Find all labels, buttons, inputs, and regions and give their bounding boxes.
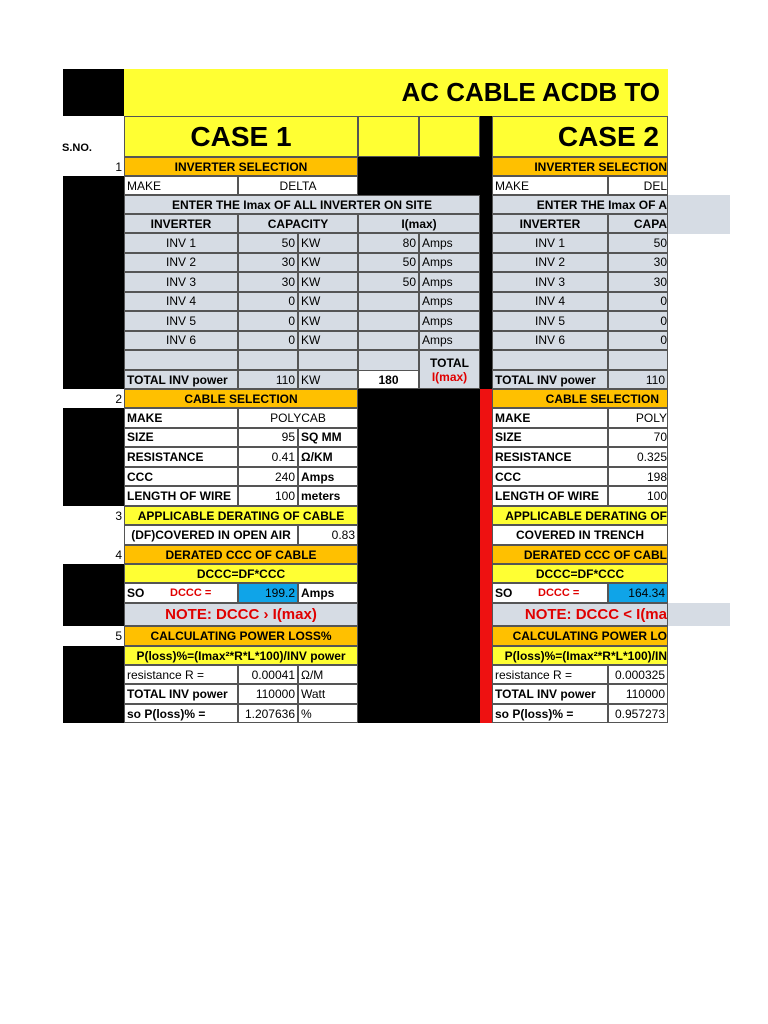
case1-total-imax-value: 180 — [358, 370, 419, 389]
case1-header-empty-1 — [358, 116, 419, 157]
case2-spacer-1 — [492, 350, 608, 370]
case1-inverter-capacity-unit: KW — [298, 331, 358, 351]
case1-resistance-value: 0.00041 — [238, 665, 298, 684]
case1-cable-unit: Ω/KM — [298, 447, 358, 467]
case2-total-inv-power-label: TOTAL INV power — [492, 370, 608, 389]
case1-inverter-imax[interactable]: 80 — [358, 233, 419, 253]
case1-inverter-name: INV 2 — [124, 253, 238, 273]
case1-total-power-label: TOTAL INV power — [124, 684, 238, 704]
case1-cable-label: SIZE — [124, 428, 238, 448]
case1-dccc-unit: Amps — [298, 583, 358, 603]
case2-dccc-value: 164.34 — [608, 583, 668, 603]
middle-black-block-1 — [358, 157, 480, 195]
case1-power-loss-title: CALCULATING POWER LOSS% — [124, 626, 358, 646]
case1-header-capacity: CAPACITY — [238, 214, 358, 233]
case2-inverter-capacity[interactable]: 30 — [608, 253, 668, 273]
case-separator — [480, 157, 492, 389]
case1-cable-label: LENGTH OF WIRE — [124, 486, 238, 506]
case1-dccc-label: DCCC = — [170, 587, 212, 599]
case1-inverter-capacity[interactable]: 50 — [238, 233, 298, 253]
header-black-block — [63, 69, 124, 116]
case1-inverter-imax-unit: Amps — [419, 331, 480, 351]
case1-total-inv-power-label: TOTAL INV power — [124, 370, 238, 389]
section-number-3: 3 — [115, 508, 122, 523]
case2-cable-label: CCC — [492, 467, 608, 487]
case1-inverter-capacity-unit: KW — [298, 292, 358, 312]
case1-inverter-capacity[interactable]: 30 — [238, 272, 298, 292]
case1-inverter-imax[interactable] — [358, 292, 419, 312]
case1-resistance-label: resistance R = — [124, 665, 238, 684]
case2-derating-title: APPLICABLE DERATING OF — [492, 506, 668, 525]
case1-derated-title: DERATED CCC OF CABLE — [124, 545, 358, 564]
case-separator-red — [480, 389, 492, 723]
case2-cable-label: RESISTANCE — [492, 447, 608, 467]
case2-inverter-capacity[interactable]: 0 — [608, 292, 668, 312]
case1-make-value[interactable]: DELTA — [238, 176, 358, 195]
case1-inverter-capacity-unit: KW — [298, 253, 358, 273]
case1-inverter-capacity-unit: KW — [298, 311, 358, 331]
case1-inverter-imax-unit: Amps — [419, 292, 480, 312]
case1-cable-value[interactable]: 240 — [238, 467, 298, 487]
case1-imax-prompt: ENTER THE Imax OF ALL INVERTER ON SITE — [124, 195, 480, 214]
case1-inverter-capacity[interactable]: 0 — [238, 331, 298, 351]
case2-inverter-name: INV 1 — [492, 233, 608, 253]
case1-inverter-imax-unit: Amps — [419, 233, 480, 253]
case1-total-power-unit: Watt — [298, 684, 358, 704]
case1-cable-value[interactable]: 0.41 — [238, 447, 298, 467]
left-black-column-3 — [63, 564, 124, 626]
case1-cable-label: CCC — [124, 467, 238, 487]
case2-cable-value[interactable]: 70 — [608, 428, 668, 448]
case1-derating-value[interactable]: 0.83 — [298, 525, 358, 545]
case1-total-inv-power-value: 110 — [238, 370, 298, 389]
case2-dccc-label: DCCC = — [538, 587, 580, 599]
case2-imax-prompt: ENTER THE Imax OF A — [492, 195, 668, 214]
case2-inverter-selection-title: INVERTER SELECTION — [492, 157, 668, 176]
case2-cable-label: LENGTH OF WIRE — [492, 486, 608, 506]
case2-cable-label: MAKE — [492, 408, 608, 428]
case2-header-inverter: INVERTER — [492, 214, 608, 233]
case1-inverter-imax-unit: Amps — [419, 253, 480, 273]
case2-cable-value[interactable]: 100 — [608, 486, 668, 506]
case2-inverter-capacity[interactable]: 50 — [608, 233, 668, 253]
case2-so-label: SO — [492, 583, 608, 603]
case1-cable-label: RESISTANCE — [124, 447, 238, 467]
case2-cable-value[interactable]: 198 — [608, 467, 668, 487]
case1-power-loss-formula: P(loss)%=(Imax²*R*L*100)/INV power — [124, 646, 358, 665]
case1-cable-value[interactable]: 95 — [238, 428, 298, 448]
case2-resistance-value: 0.000325 — [608, 665, 668, 684]
case1-cable-unit: SQ MM — [298, 428, 358, 448]
case1-ploss-label: so P(loss)% = — [124, 704, 238, 723]
case1-cable-label: MAKE — [124, 408, 238, 428]
left-black-column-4 — [63, 646, 124, 723]
case2-total-inv-power-value: 110 — [608, 370, 668, 389]
section-number-2: 2 — [115, 391, 122, 406]
case2-inverter-capacity[interactable]: 0 — [608, 311, 668, 331]
case1-inverter-name: INV 6 — [124, 331, 238, 351]
case2-label: CASE 2 — [492, 116, 668, 157]
case1-imax-label: I(max) — [431, 369, 468, 384]
case2-derated-title: DERATED CCC OF CABL — [492, 545, 668, 564]
case2-dccc-formula: DCCC=DF*CCC — [492, 564, 668, 583]
case1-inverter-name: INV 1 — [124, 233, 238, 253]
case2-derating-label: COVERED IN TRENCH — [492, 525, 668, 545]
case1-so-label: SO — [124, 583, 238, 603]
case2-ploss-value: 0.957273 — [608, 704, 668, 723]
case1-inverter-capacity[interactable]: 0 — [238, 292, 298, 312]
case1-ploss-unit: % — [298, 704, 358, 723]
left-black-column-1 — [63, 176, 124, 389]
case1-total-power-value: 110000 — [238, 684, 298, 704]
case1-inverter-imax[interactable]: 50 — [358, 253, 419, 273]
case1-inverter-imax[interactable] — [358, 311, 419, 331]
case1-spacer-3 — [298, 350, 358, 370]
case2-note-overflow — [668, 603, 730, 626]
case1-inverter-imax[interactable] — [358, 331, 419, 351]
case1-derating-label: (DF)COVERED IN OPEN AIR — [124, 525, 298, 545]
case1-cable-value[interactable]: 100 — [238, 486, 298, 506]
case1-resistance-unit: Ω/M — [298, 665, 358, 684]
case1-inverter-name: INV 3 — [124, 272, 238, 292]
case1-inverter-selection-title: INVERTER SELECTION — [124, 157, 358, 176]
case2-prompt-overflow — [668, 195, 730, 234]
case1-total-label: TOTAL — [430, 355, 469, 370]
case1-spacer-1 — [124, 350, 238, 370]
case1-dccc-value: 199.2 — [238, 583, 298, 603]
case2-cable-value[interactable]: 0.325 — [608, 447, 668, 467]
case1-header-empty-2 — [419, 116, 480, 157]
case2-inverter-name: INV 4 — [492, 292, 608, 312]
section-number-1: 1 — [115, 159, 122, 174]
case-separator-top — [480, 116, 492, 157]
case2-inverter-name: INV 6 — [492, 331, 608, 351]
page-title: AC CABLE ACDB TO — [124, 69, 668, 116]
case1-total-cell — [419, 350, 480, 389]
case1-inverter-name: INV 4 — [124, 292, 238, 312]
case2-inverter-name: INV 2 — [492, 253, 608, 273]
case1-inverter-capacity-unit: KW — [298, 272, 358, 292]
case2-inverter-capacity[interactable]: 0 — [608, 331, 668, 351]
case1-ploss-value: 1.207636 — [238, 704, 298, 723]
case2-ploss-label: so P(loss)% = — [492, 704, 608, 723]
case2-cable-selection-title: CABLE SELECTION — [492, 389, 668, 408]
case2-power-loss-formula: P(loss)%=(Imax²*R*L*100)/IN — [492, 646, 668, 665]
case1-inverter-capacity[interactable]: 0 — [238, 311, 298, 331]
case1-total-inv-power-unit: KW — [298, 370, 358, 389]
case1-inverter-name: INV 5 — [124, 311, 238, 331]
case1-cable-unit: Amps — [298, 467, 358, 487]
case1-inverter-imax-unit: Amps — [419, 272, 480, 292]
middle-black-block-3 — [358, 506, 480, 723]
case1-header-imax: I(max) — [358, 214, 480, 233]
case2-total-power-value: 110000 — [608, 684, 668, 704]
case1-make-label: MAKE — [124, 176, 238, 195]
case2-cable-value[interactable]: POLY — [608, 408, 668, 428]
case2-make-value[interactable]: DEL — [608, 176, 668, 195]
case2-spacer-2 — [608, 350, 668, 370]
case2-inverter-name: INV 3 — [492, 272, 608, 292]
section-number-5: 5 — [115, 629, 122, 643]
case1-cable-value[interactable]: POLYCAB — [238, 408, 358, 428]
case2-resistance-label: resistance R = — [492, 665, 608, 684]
case1-cable-unit: meters — [298, 486, 358, 506]
case2-cable-label: SIZE — [492, 428, 608, 448]
case2-make-label: MAKE — [492, 176, 608, 195]
case1-header-inverter: INVERTER — [124, 214, 238, 233]
case1-inverter-imax-unit: Amps — [419, 311, 480, 331]
section-number-4: 4 — [115, 547, 122, 562]
case2-inverter-capacity[interactable]: 30 — [608, 272, 668, 292]
case2-inverter-name: INV 5 — [492, 311, 608, 331]
case2-header-capacity: CAPA — [608, 214, 668, 233]
case2-total-power-label: TOTAL INV power — [492, 684, 608, 704]
case2-note: NOTE: DCCC < I(ma — [492, 603, 668, 626]
case1-label: CASE 1 — [124, 116, 358, 157]
case1-dccc-formula: DCCC=DF*CCC — [124, 564, 358, 583]
case1-inverter-capacity-unit: KW — [298, 233, 358, 253]
case1-spacer-2 — [238, 350, 298, 370]
case1-inverter-imax[interactable]: 50 — [358, 272, 419, 292]
case1-note: NOTE: DCCC › I(max) — [124, 603, 358, 626]
case2-power-loss-title: CALCULATING POWER LO — [492, 626, 668, 646]
sno-label: S.NO. — [62, 142, 92, 154]
middle-black-block-2 — [358, 389, 480, 506]
case1-cable-selection-title: CABLE SELECTION — [124, 389, 358, 408]
case1-derating-title: APPLICABLE DERATING OF CABLE — [124, 506, 358, 525]
left-black-column-2 — [63, 408, 124, 506]
case1-inverter-capacity[interactable]: 30 — [238, 253, 298, 273]
